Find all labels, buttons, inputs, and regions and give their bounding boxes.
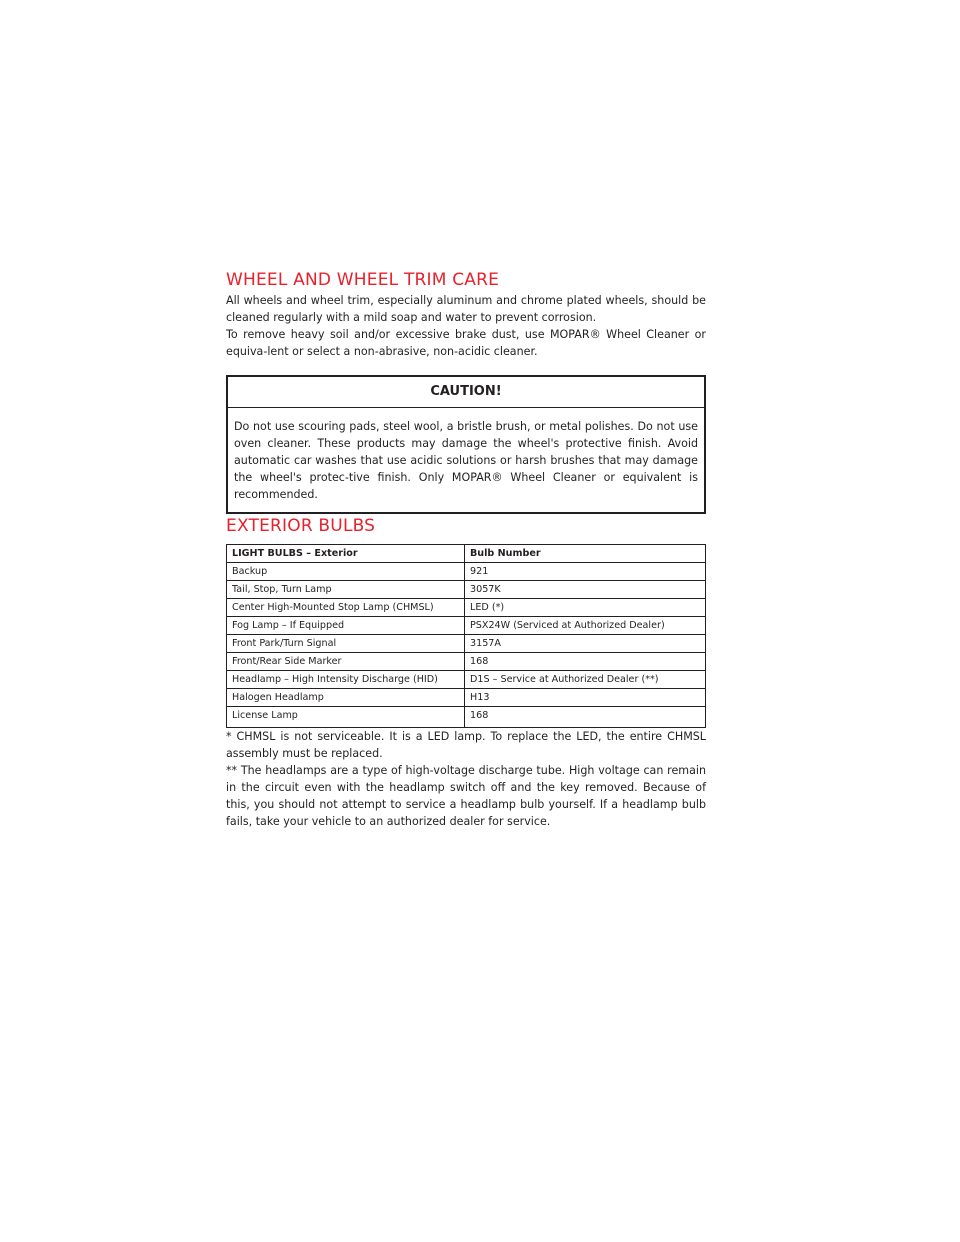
page-content [226,268,706,830]
bulb-number: 168 [465,653,706,671]
bulb-name: Front/Rear Side Marker [227,653,465,671]
bulb-number: 921 [465,563,706,581]
bulb-name: Headlamp – High Intensity Discharge (HID) [227,671,465,689]
table-row [227,671,706,689]
table-row [227,707,706,728]
exterior-bulbs-heading: EXTERIOR BULBS [226,516,376,536]
caution-box [226,375,706,514]
wheel-care-paragraph-1: All wheels and wheel trim, especially aluminum and chrome plated wheels, should be cleaned regularly with a mild soap and water to prevent corrosion. [226,294,706,324]
bulb-name: Backup [227,563,465,581]
bulb-number: H13 [465,689,706,707]
table-header-light-bulbs: LIGHT BULBS – Exterior [227,545,465,563]
table-row [227,581,706,599]
caution-body: Do not use scouring pads, steel wool, a bristle brush, or metal polishes. Do not use oven cleaner. These products may damage the wheel's protective finish. Avoid automatic car washes that use acidic solutions or harsh brushes that may damage the wheel's protec-tive finish. Only MOPAR® Wheel Cleaner or equivalent is recommended. [234,420,698,501]
footnote-chmsl: * CHMSL is not serviceable. It is a LED lamp. To replace the LED, the entire CHMSL assembly must be replaced. [226,730,706,760]
bulb-name: Halogen Headlamp [227,689,465,707]
bulb-number: PSX24W (Serviced at Authorized Dealer) [465,617,706,635]
table-header-row [227,545,706,563]
table-row [227,689,706,707]
table-row [227,599,706,617]
bulb-name: Front Park/Turn Signal [227,635,465,653]
bulb-number: 168 [465,707,706,728]
table-row [227,635,706,653]
bulb-number: 3057K [465,581,706,599]
table-header-bulb-number: Bulb Number [465,545,706,563]
table-row [227,563,706,581]
wheel-care-heading: WHEEL AND WHEEL TRIM CARE [226,270,500,290]
bulb-name: Tail, Stop, Turn Lamp [227,581,465,599]
bulb-name: Center High-Mounted Stop Lamp (CHMSL) [227,599,465,617]
table-row [227,653,706,671]
footnote-headlamps: ** The headlamps are a type of high-voltage discharge tube. High voltage can remain in the circuit even with the headlamp switch off and the key removed. Because of this, you should not attempt to service a headlamp bulb yourself. If a headlamp bulb fails, take your vehicle to an authorized dealer for service. [226,764,706,828]
bulb-name: Fog Lamp – If Equipped [227,617,465,635]
bulb-number: D1S – Service at Authorized Dealer (**) [465,671,706,689]
bulbs-table [226,544,706,728]
bulb-number: LED (*) [465,599,706,617]
table-row [227,617,706,635]
wheel-care-paragraph-2: To remove heavy soil and/or excessive brake dust, use MOPAR® Wheel Cleaner or equiva-lent or select a non-abrasive, non-acidic cleaner. [226,328,706,358]
bulb-name: License Lamp [227,707,465,728]
caution-title: CAUTION! [228,377,704,408]
bulb-number: 3157A [465,635,706,653]
